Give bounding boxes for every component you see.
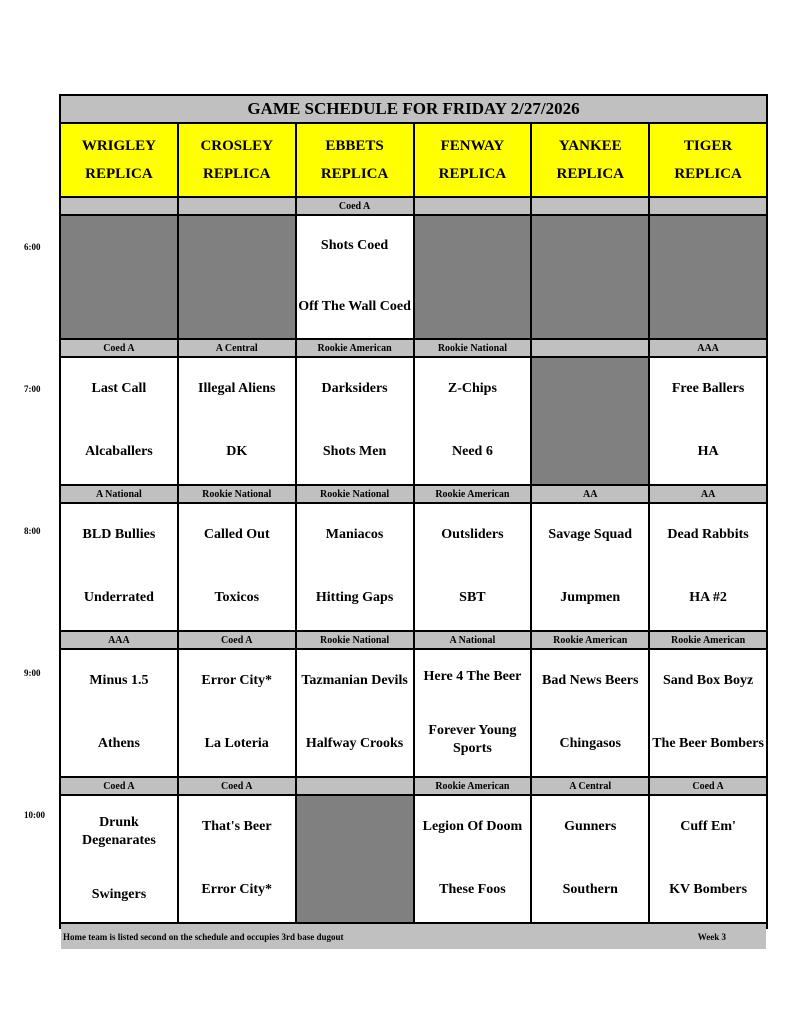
field-header-fenway [415, 124, 531, 196]
division-label: Coed A [650, 778, 766, 794]
field-subtitle: REPLICA [438, 165, 507, 182]
away-team: Sand Box Boyz [662, 673, 754, 689]
schedule-title: GAME SCHEDULE FOR FRIDAY 2/27/2026 [61, 96, 766, 122]
home-team: The Beer Bombers [652, 736, 764, 752]
field-header-yankee [532, 124, 648, 196]
game-cell [297, 216, 413, 338]
home-team: Underrated [83, 590, 154, 606]
division-label: A Central [179, 340, 295, 356]
away-team: Legion Of Doom [422, 819, 523, 835]
division-label: Rookie National [297, 486, 413, 502]
game-cell [532, 504, 648, 630]
home-team: Hitting Gaps [315, 590, 394, 606]
game-cell [650, 504, 766, 630]
game-cell [532, 650, 648, 776]
time-label: 8:00 [24, 526, 41, 536]
home-team: DK [226, 444, 248, 460]
field-header-crosley [179, 124, 295, 196]
division-label: A National [415, 632, 531, 648]
game-cell [415, 504, 531, 630]
division-label: A National [61, 486, 177, 502]
division-label [532, 198, 648, 214]
field-name: TIGER [683, 137, 733, 154]
home-team: SBT [459, 590, 486, 606]
away-team: Tazmanian Devils [301, 673, 408, 689]
home-team-note: Home team is listed second on the schedule and occupies 3rd base dugout [63, 931, 344, 942]
field-name: CROSLEY [200, 137, 273, 154]
empty-slot [61, 216, 177, 338]
away-team: Darksiders [321, 381, 388, 397]
division-label: Rookie American [297, 340, 413, 356]
away-team: Free Ballers [671, 381, 745, 397]
away-team: Bad News Beers [542, 673, 639, 689]
away-team: Error City* [201, 673, 273, 689]
home-team: Southern [562, 882, 618, 898]
home-team: Shots Men [322, 444, 387, 460]
away-team: Minus 1.5 [89, 673, 149, 689]
game-cell [179, 358, 295, 484]
home-team: Alcaballers [85, 444, 153, 460]
division-label: Rookie National [179, 486, 295, 502]
division-label [650, 198, 766, 214]
home-team: La Loteria [204, 736, 269, 752]
empty-slot [532, 358, 648, 484]
game-cell [532, 796, 648, 922]
field-name: WRIGLEY [81, 137, 156, 154]
home-team: Toxicos [214, 590, 260, 606]
division-label: Rookie American [532, 632, 648, 648]
field-subtitle: REPLICA [320, 165, 389, 182]
time-label: 6:00 [24, 242, 41, 252]
away-team: Shots Coed [320, 238, 389, 254]
home-team: Swingers [91, 886, 147, 902]
home-team: Off The Wall Coed [298, 299, 411, 315]
game-cell [650, 358, 766, 484]
field-name: EBBETS [325, 137, 384, 154]
home-team: HA #2 [689, 590, 727, 606]
schedule-table [59, 94, 768, 942]
home-team: Chingasos [559, 736, 621, 752]
empty-slot [532, 216, 648, 338]
division-label [179, 198, 295, 214]
field-subtitle: REPLICA [85, 165, 153, 182]
division-label: Rookie National [415, 340, 531, 356]
game-cell [415, 358, 531, 484]
game-cell [61, 358, 177, 484]
field-subtitle: REPLICA [556, 165, 624, 182]
division-label: Rookie American [650, 632, 766, 648]
division-label: AA [650, 486, 766, 502]
away-team: Maniacos [325, 527, 384, 543]
game-cell [297, 650, 413, 776]
field-name: YANKEE [558, 137, 622, 154]
division-label: Coed A [179, 778, 295, 794]
game-cell [297, 358, 413, 484]
division-label: Coed A [179, 632, 295, 648]
away-team: Illegal Aliens [198, 381, 276, 397]
home-team: These Foos [439, 882, 506, 898]
away-team: BLD Bullies [82, 527, 156, 543]
game-cell [650, 796, 766, 922]
time-label: 10:00 [24, 810, 45, 820]
division-label: Rookie National [297, 632, 413, 648]
division-label [532, 340, 648, 356]
home-team: Forever Young Sports [428, 722, 517, 756]
home-team: Jumpmen [560, 590, 621, 606]
game-cell [179, 504, 295, 630]
game-cell [297, 504, 413, 630]
game-cell [415, 796, 531, 922]
week-label: Week 3 [697, 931, 726, 942]
game-cell [650, 650, 766, 776]
game-cell [415, 650, 531, 776]
division-label: AAA [61, 632, 177, 648]
home-team: Error City* [201, 882, 273, 898]
home-team: KV Bombers [669, 882, 748, 898]
field-subtitle: REPLICA [202, 165, 271, 182]
game-cell [179, 650, 295, 776]
empty-slot [415, 216, 531, 338]
time-label: 9:00 [24, 668, 41, 678]
away-team: Here 4 The Beer [423, 668, 522, 684]
field-name: FENWAY [440, 137, 505, 154]
away-team: Drunk Degenarates [81, 814, 156, 849]
away-team: Called Out [203, 527, 270, 543]
away-team: Dead Rabbits [667, 527, 749, 543]
division-label: Rookie American [415, 778, 531, 794]
schedule-footer [61, 924, 766, 949]
field-header-ebbets [297, 124, 413, 196]
away-team: Outsliders [441, 527, 504, 543]
empty-slot [179, 216, 295, 338]
division-label [297, 778, 413, 794]
empty-slot [650, 216, 766, 338]
division-label [415, 198, 531, 214]
away-team: That's Beer [201, 819, 272, 835]
division-label: Coed A [61, 778, 177, 794]
division-label: AAA [650, 340, 766, 356]
away-team: Last Call [91, 381, 147, 397]
game-cell [179, 796, 295, 922]
division-label: AA [532, 486, 648, 502]
game-cell [61, 650, 177, 776]
division-label [61, 198, 177, 214]
division-label: A Central [532, 778, 648, 794]
away-team: Savage Squad [548, 527, 633, 543]
field-subtitle: REPLICA [674, 165, 742, 182]
field-header-tiger [650, 124, 766, 196]
game-cell [61, 796, 177, 922]
home-team: Halfway Crooks [305, 736, 404, 752]
field-header-wrigley [61, 124, 177, 196]
home-team: Need 6 [452, 444, 493, 460]
away-team: Z-Chips [447, 381, 497, 397]
division-label: Rookie American [415, 486, 531, 502]
away-team: Gunners [564, 819, 617, 835]
game-cell [61, 504, 177, 630]
home-team: HA [697, 444, 719, 460]
division-label: Coed A [297, 198, 413, 214]
home-team: Athens [97, 736, 140, 752]
empty-slot [297, 796, 413, 922]
division-label: Coed A [61, 340, 177, 356]
away-team: Cuff Em' [680, 819, 736, 835]
time-label: 7:00 [24, 384, 41, 394]
